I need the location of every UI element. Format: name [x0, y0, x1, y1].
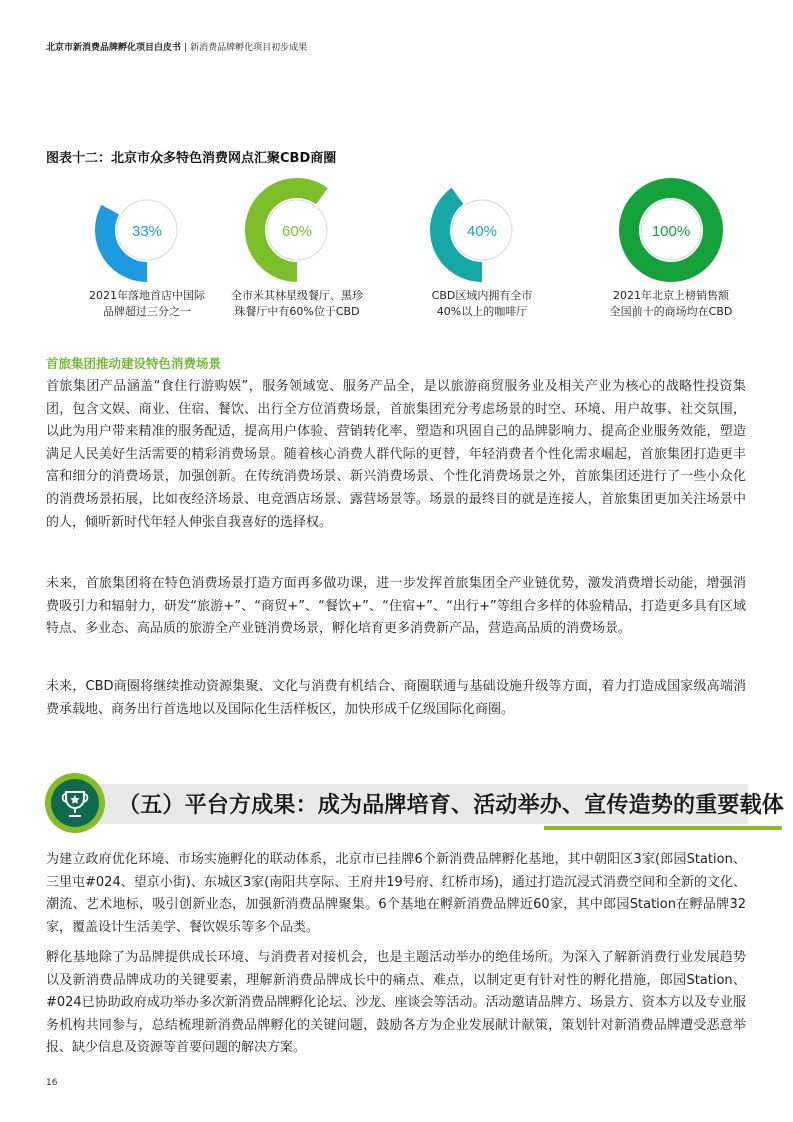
- donut-label-2: 60%: [281, 223, 313, 240]
- page-number: 16: [46, 1078, 58, 1088]
- running-header: [46, 40, 307, 53]
- body-paragraph: 为建立政府优化环境、市场实施孵化的联动体系，北京市已挂牌6个新消费品牌孵化基地，其中朝阳区3家(郎园Station、三里屯#024、望京小街)、东城区3家(南阳共享际、王府井19号府、红桥市场)，通过打造沉浸式消费空间和全新的文化、潮流、艺术地标，吸引创新业态，加强新消费品牌聚集。6个基地在孵新消费品牌近60家，其中郎园Station在孵品牌32家，覆盖设计生活美学、餐饮娱乐等多个品类。: [46, 852, 746, 935]
- donut-caption-3: [382, 288, 582, 320]
- caption-line: 全市米其林星级餐厅、黑珍: [231, 289, 363, 302]
- donut-item-4: [609, 170, 733, 318]
- donut-chart-4: [611, 170, 731, 290]
- caption-line: 全国前十的商场均在CBD: [609, 305, 733, 318]
- donut-caption-4: [571, 288, 771, 320]
- donut-label-1: 33%: [131, 223, 163, 240]
- caption-line: 珠餐厅中有60%位于CBD: [234, 305, 360, 318]
- caption-line: 2021年落地首店中国际: [89, 289, 205, 302]
- donut-label-3: 40%: [466, 223, 498, 240]
- donut-item-2: [231, 170, 363, 318]
- donut-item-3: [422, 170, 542, 318]
- section-title: 新消费品牌孵化项目初步成果: [190, 43, 308, 53]
- body-paragraph: 首旅集团产品涵盖“食住行游购娱”，服务领域宽、服务产品全，是以旅游商贸服务业及相关产业为核心的战略性投资集团，包含文娱、商业、住宿、餐饮、出行全方位消费场景，首旅集团充分考虑场景的时空、环境、用户故事、社交氛围，以此为用户带来精准的服务配适，提高用户体验、营销转化率、塑造和巩固自己的品牌影响力、提高企业服务效能，塑造满足人民美好生活需要的精彩消费场景。随着核心消费人群代际的更替，年轻消费者个性化需求崛起，首旅集团打造更丰富和细分的消费场景，加强创新。在传统消费场景、新兴消费场景、个性化消费场景之外，首旅集团还进行了一些小众化的消费场景拓展，比如夜经济场景、电竞酒店场景、露营场景等。场景的最终目的就是连接人，首旅集团更加关注场景中的人，倾听新时代年轻人伸张自我喜好的选择权。: [46, 379, 746, 530]
- donut-chart-2: [237, 170, 357, 290]
- caption-line: 40%以上的咖啡厅: [436, 305, 528, 318]
- donut-chart-1: [87, 170, 207, 290]
- body-paragraph: 未来，首旅集团将在特色消费场景打造方面再多做功课，进一步发挥首旅集团全产业链优势，激发消费增长动能，增强消费吸引力和辐射力，研发“旅游+”、“商贸+”、“餐饮+”、“住宿+”、“出行+”等组合多样的体验精品，打造更多具有区域特点、多业态、高品质的旅游全产业链消费场景，孵化培育更多消费新产品，营造高品质的消费场景。: [46, 576, 746, 637]
- body-paragraph: 孵化基地除了为品牌提供成长环境、与消费者对接机会，也是主题活动举办的绝佳场所。为深入了解新消费行业发展趋势以及新消费品牌成功的关键要素，理解新消费品牌成长中的痛点、难点，以制定更有针对性的孵化措施，郎园Station、#024已协助政府成功举办多次新消费品牌孵化论坛、沙龙、座谈会等活动。活动邀请品牌方、场景方、资本方以及专业服务机构共同参与，总结梳理新消费品牌孵化的关键问题，鼓励各方为企业发展献计献策，策划针对新消费品牌遭受恶意举报、缺少信息及资源等首要问题的解决方案。: [46, 950, 746, 1056]
- caption-line: 品牌超过三分之一: [103, 305, 191, 318]
- section-subheading: 首旅集团推动建设特色消费场景: [46, 356, 222, 371]
- donut-chart-3: [422, 170, 542, 290]
- body-paragraph: 未来，CBD商圈将继续推动资源集聚、文化与消费有机结合、商圈联通与基础设施升级等方面，着力打造成国家级高端消费承载地、商务出行首选地以及国际化生活样板区，加快形成千亿级国际化商圈。: [46, 679, 746, 717]
- donut-item-1: [87, 170, 207, 318]
- banner-title: （五）平台方成果：成为品牌培育、活动举办、宣传造势的重要载体: [118, 793, 785, 818]
- figure-title: 图表十二：北京市众多特色消费网点汇聚CBD商圈: [46, 151, 337, 166]
- donut-figure: [0, 170, 793, 330]
- banner-accent-line: [544, 826, 782, 830]
- report-title: 北京市新消费品牌孵化项目白皮书: [46, 43, 182, 53]
- caption-line: 2021年北京上榜销售额: [613, 289, 729, 302]
- section-banner: [44, 772, 785, 834]
- trophy-icon: [44, 772, 106, 834]
- header-separator: |: [184, 43, 188, 53]
- donut-caption-2: [197, 288, 397, 320]
- caption-line: CBD区域内拥有全市: [431, 289, 533, 302]
- donut-label-4: 100%: [651, 223, 691, 240]
